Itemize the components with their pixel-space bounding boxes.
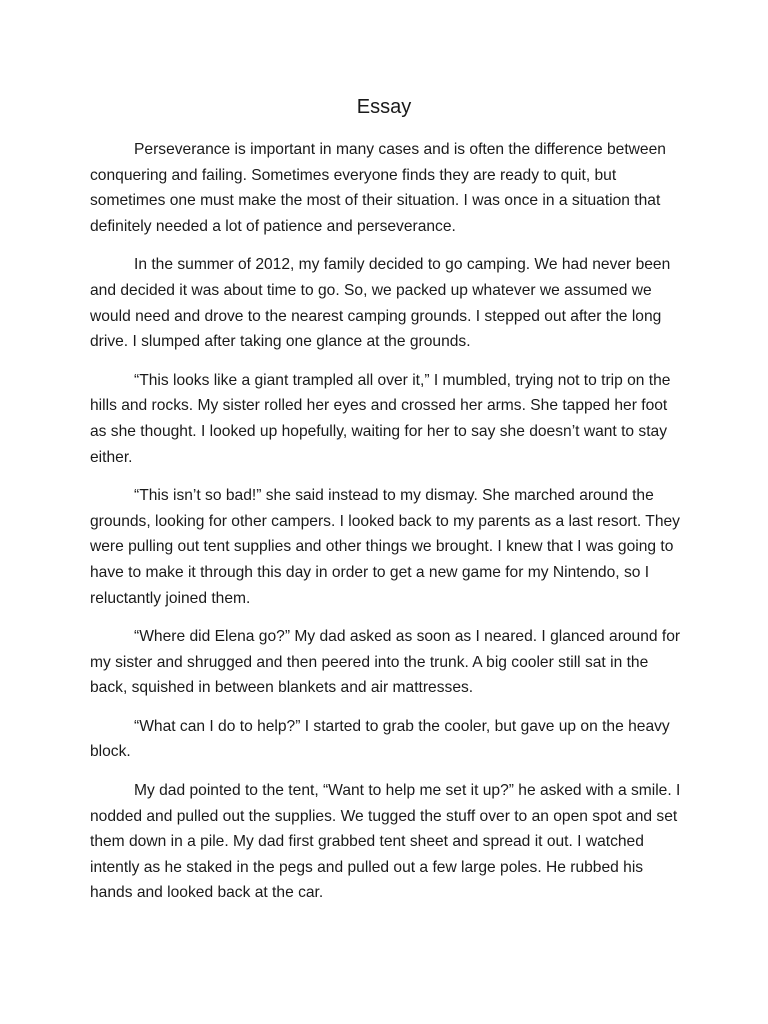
paragraph: “This looks like a giant trampled all over it,” I mumbled, trying not to trip on the hills and rocks. My sister rolled her eyes and crossed her arms. She tapped her foot as she thought. I looked up hopefully, waiting for her to say she doesn’t want to stay either. bbox=[90, 371, 671, 466]
paragraph: “This isn’t so bad!” she said instead to my dismay. She marched around the grounds, looking for other campers. I looked back to my parents as a last resort. They were pulling out tent supplies and other things we brought. I knew that I was going to have to make it through this day in order to get a new game for my Nintendo, so I reluctantly joined them. bbox=[90, 487, 680, 607]
paragraph: Perseverance is important in many cases and is often the difference between conquering and failing. Sometimes everyone finds they are ready to quit, but sometimes one must make the most of their situation. I was once in a situation that definitely needed a lot of patience and perseverance. bbox=[90, 141, 666, 235]
document-title: Essay bbox=[356, 96, 412, 118]
essay-body bbox=[90, 137, 686, 919]
paragraph: My dad pointed to the tent, “Want to help me set it up?” he asked with a smile. I nodded and pulled out the supplies. We tugged the stuff over to an open spot and set them down in a pile. My dad first grabbed tent sheet and spread it out. I watched intently as he staked in the pegs and pulled out a few large poles. He rubbed his hands and looked back at the car. bbox=[90, 782, 681, 902]
paragraph: “What can I do to help?” I started to grab the cooler, but gave up on the heavy block. bbox=[90, 717, 670, 761]
paragraph: In the summer of 2012, my family decided to go camping. We had never been and decided it was about time to go. So, we packed up whatever we assumed we would need and drove to the nearest camping grounds. I stepped out after the long drive. I slumped after taking one glance at the grounds. bbox=[90, 256, 671, 351]
paragraph: “Where did Elena go?” My dad asked as soon as I neared. I glanced around for my sister and shrugged and then peered into the trunk. A big cooler still sat in the back, squished in between blankets and air mattresses. bbox=[90, 628, 681, 697]
